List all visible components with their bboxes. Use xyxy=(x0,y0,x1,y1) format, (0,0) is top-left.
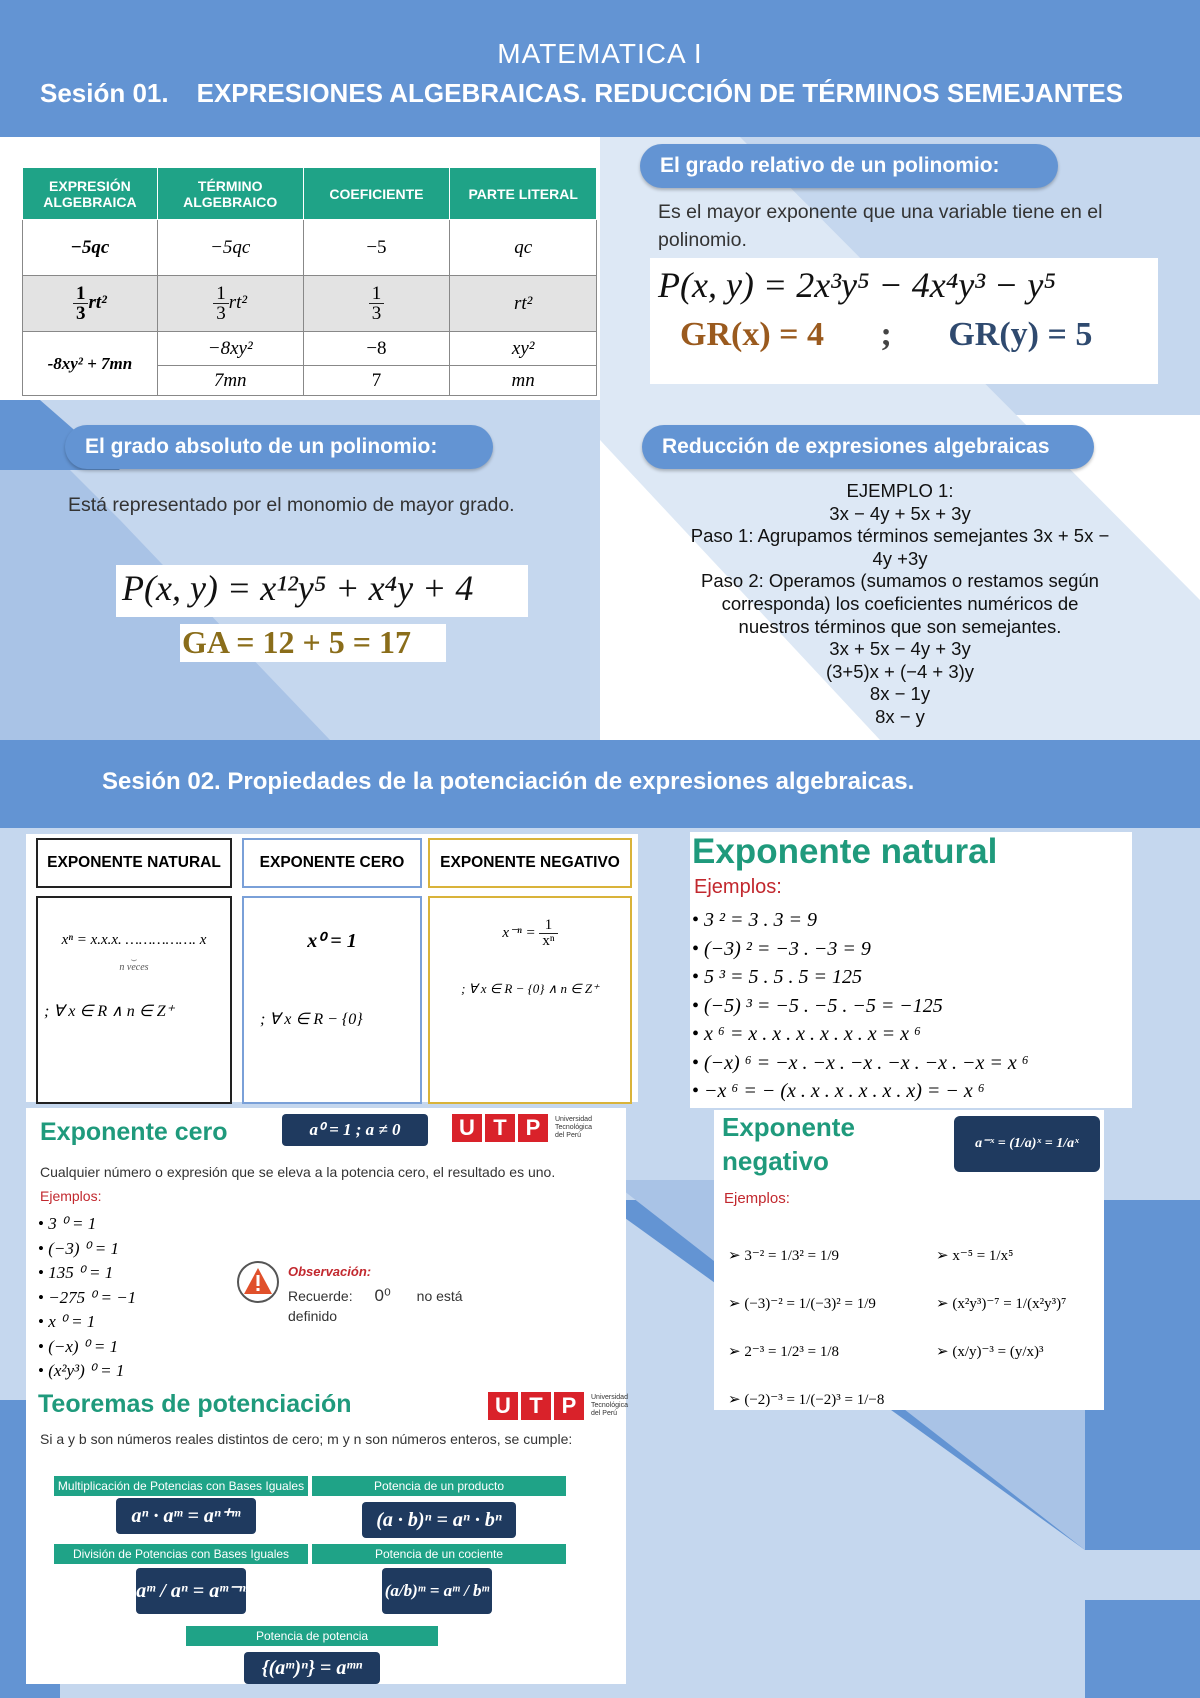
zero-examples-title: Exponente cero xyxy=(40,1118,228,1146)
zero-formula: x⁰ = 1 xyxy=(307,930,357,952)
zero-examples-subtitle: Ejemplos: xyxy=(40,1188,102,1204)
session2-title: Sesión 02. Propiedades de la potenciación de expresiones algebraicas. xyxy=(102,768,915,795)
absolute-degree-formula: P(x, y) = x¹²y⁵ + x⁴y + 4 xyxy=(116,565,528,617)
utp-letter: P xyxy=(518,1114,548,1142)
list-item: ➢ 3⁻² = 1/3² = 1/9 xyxy=(728,1248,839,1264)
example-text: (x/y)⁻³ = (y/x)³ xyxy=(952,1344,1044,1360)
natural-head: EXPONENTE NATURAL xyxy=(36,838,232,888)
example-text: (−2)⁻³ = 1/(−2)³ = 1/−8 xyxy=(744,1392,885,1408)
table-cell: −8 xyxy=(303,332,450,366)
observation-line1 xyxy=(288,1286,463,1306)
example-line: (3+5)x + (−4 + 3)y xyxy=(825,660,975,682)
utp-letter: T xyxy=(521,1392,551,1420)
list-item: ➢ (x²y³)⁻⁷ = 1/(x²y³)⁷ xyxy=(936,1296,1067,1312)
utp-logo xyxy=(452,1114,603,1142)
theorems-title: Teoremas de potenciación xyxy=(38,1390,352,1418)
gr-row xyxy=(650,316,1158,354)
list-item: • (−3) ² = −3 . −3 = 9 xyxy=(692,935,1029,964)
observation-text2: no está xyxy=(416,1288,463,1304)
negative-subtitle: Ejemplos: xyxy=(724,1190,790,1207)
list-item: • (−x) ⁰ = 1 xyxy=(38,1335,136,1360)
example-line: corresponda) los coeficientes numéricos de xyxy=(721,592,1079,614)
zero-theorems-card xyxy=(26,1108,626,1684)
list-item: • −x ⁶ = − (x . x . x . x . x . x) = − x ⁶ xyxy=(692,1077,1029,1106)
theorem-formula: aⁿ · aᵐ = aⁿ⁺ᵐ xyxy=(116,1498,256,1534)
list-item: • x ⁰ = 1 xyxy=(38,1310,136,1335)
theorem-formula: (a/b)ᵐ = aᵐ / bᵐ xyxy=(382,1568,492,1614)
ga-value: GA = 12 + 5 = 17 xyxy=(180,624,446,662)
table-cell: −5qc xyxy=(157,220,303,276)
exponent-table xyxy=(26,834,638,1102)
negative-formula xyxy=(430,918,630,949)
negative-head: EXPONENTE NEGATIVO xyxy=(428,838,632,888)
zero-cond: ; ∀ x ∈ R − {0} xyxy=(260,1011,363,1028)
relative-degree-formula: P(x, y) = 2x³y⁵ − 4x⁴y³ − y⁵ xyxy=(658,265,1056,305)
table-cell: -8xy² + 7mn xyxy=(23,332,158,396)
table-cell xyxy=(23,276,158,332)
example-line: Paso 2: Operamos (sumamos o restamos según xyxy=(701,570,1099,592)
list-item: • (−3) ⁰ = 1 xyxy=(38,1237,136,1262)
utp-letter: U xyxy=(488,1392,518,1420)
header-literal: PARTE LITERAL xyxy=(450,168,597,220)
negative-fraction xyxy=(539,918,557,949)
relative-degree-text: Es el mayor exponente que una variable tiene en el polinomio. xyxy=(658,201,1103,251)
observation-text3: definido xyxy=(288,1308,338,1324)
table-cell: 7 xyxy=(303,366,450,396)
observation-expr: 0⁰ xyxy=(374,1286,391,1305)
list-item: • −275 ⁰ = −1 xyxy=(38,1286,136,1311)
relative-degree-title: El grado relativo de un polinomio: xyxy=(640,144,1058,188)
natural-examples-card xyxy=(690,832,1132,1108)
theorem-formula: aᵐ / aⁿ = aᵐ⁻ⁿ xyxy=(136,1568,246,1614)
example-line: 4y +3y xyxy=(872,547,928,569)
zero-body xyxy=(242,896,422,1104)
fraction-one-third: $\frac{1}{3}$ xyxy=(73,284,89,323)
header-term: TÉRMINO ALGEBRAICO xyxy=(157,168,303,220)
zero-examples-text: Cualquier número o expresión que se eleva a la potencia cero, el resultado es uno. xyxy=(40,1164,556,1180)
theorem-formula: {(aᵐ)ⁿ} = aᵐⁿ xyxy=(244,1652,380,1684)
negative-lhs: x⁻ⁿ = xyxy=(502,924,536,941)
course-title: MATEMATICA I xyxy=(497,38,703,69)
utp-logo xyxy=(488,1392,639,1420)
natural-examples-title: Exponente natural xyxy=(692,832,998,871)
list-item: ➢ (−3)⁻² = 1/(−3)² = 1/9 xyxy=(728,1296,876,1312)
example-text: (x²y³)⁻⁷ = 1/(x²y³)⁷ xyxy=(952,1296,1067,1312)
table-row xyxy=(23,220,597,276)
list-item: ➢ (x/y)⁻³ = (y/x)³ xyxy=(936,1344,1044,1360)
table-cell: xy² xyxy=(450,332,597,366)
negative-body xyxy=(428,896,632,1104)
negative-title-line1: Exponente xyxy=(722,1112,855,1142)
theorem-label: Multiplicación de Potencias con Bases Iguales xyxy=(54,1476,308,1496)
list-item: • 135 ⁰ = 1 xyxy=(38,1261,136,1286)
literal-part: rt² xyxy=(228,291,248,313)
list-item: • (−5) ³ = −5 . −5 . −5 = −125 xyxy=(692,992,1029,1021)
relative-degree-formula-box xyxy=(650,258,1158,384)
utp-name: Universidad Tecnológica del Perú xyxy=(591,1394,628,1417)
observation-text1: Recuerde: xyxy=(288,1288,353,1304)
table-cell: 7mn xyxy=(157,366,303,396)
theorem-label: División de Potencias con Bases Iguales xyxy=(54,1544,308,1564)
session1-heading: EXPRESIONES ALGEBRAICAS. REDUCCIÓN DE TÉRMINOS SEMEJANTES xyxy=(196,78,1124,108)
warning-icon xyxy=(236,1260,280,1304)
natural-brace: ⏟ xyxy=(131,951,137,961)
gr-y: GR(y) = 5 xyxy=(948,316,1093,353)
list-item: ➢ (−2)⁻³ = 1/(−2)³ = 1/−8 xyxy=(728,1392,885,1408)
absolute-degree-text: Está representado por el monomio de mayor grado. xyxy=(68,494,515,516)
negative-right-col xyxy=(936,1232,1066,1376)
gr-separator: ; xyxy=(880,316,892,353)
table-row xyxy=(23,276,597,332)
natural-formula: xⁿ = x.x.x. ……………. x xyxy=(61,932,207,948)
natural-examples-subtitle: Ejemplos: xyxy=(694,876,782,898)
table-cell: −5 xyxy=(303,220,450,276)
literal-part: rt² xyxy=(88,291,107,313)
negative-title-line2: negativo xyxy=(722,1146,829,1176)
list-item: • (x²y³) ⁰ = 1 xyxy=(38,1359,136,1384)
terms-table xyxy=(22,167,597,396)
negative-rule: a⁻ˣ = (1/a)ˣ = 1/aˣ xyxy=(954,1116,1100,1172)
fraction-one-third: $\frac{1}{3}$ xyxy=(369,284,385,323)
theorem-label: Potencia de un cociente xyxy=(312,1544,566,1564)
fraction-one-third: $\frac{1}{3}$ xyxy=(213,284,229,323)
example-text: 2⁻³ = 1/2³ = 1/8 xyxy=(744,1344,839,1360)
natural-cond: ; ∀ x ∈ R ∧ n ∈ Z⁺ xyxy=(44,1003,175,1020)
header-expression: EXPRESIÓN ALGEBRAICA xyxy=(23,168,158,220)
table-row xyxy=(23,332,597,366)
example-text: x⁻⁵ = 1/x⁵ xyxy=(952,1248,1014,1264)
table-cell: mn xyxy=(450,366,597,396)
example-line: EJEMPLO 1: xyxy=(846,480,954,501)
table-cell: −8xy² xyxy=(157,332,303,366)
reduction-example xyxy=(610,480,1190,729)
zero-rule: a⁰ = 1 ; a ≠ 0 xyxy=(282,1114,428,1146)
natural-body xyxy=(36,896,232,1104)
list-item: • 3 ² = 3 . 3 = 9 xyxy=(692,906,1029,935)
negative-left-col xyxy=(728,1232,884,1424)
example-line: nuestros términos que son semejantes. xyxy=(738,615,1062,637)
theorem-label: Potencia de un producto xyxy=(312,1476,566,1496)
example-text: (−3)⁻² = 1/(−3)² = 1/9 xyxy=(744,1296,876,1312)
natural-examples-list xyxy=(692,906,1029,1106)
table-cell: −5qc xyxy=(23,220,158,276)
negative-cond: ; ∀ x ∈ R − {0} ∧ n ∈ Z⁺ xyxy=(461,981,599,996)
table-cell xyxy=(157,276,303,332)
natural-under: n veces xyxy=(119,962,149,973)
table-cell xyxy=(303,276,450,332)
theorem-formula: (a · b)ⁿ = aⁿ · bⁿ xyxy=(362,1502,516,1538)
zero-head: EXPONENTE CERO xyxy=(242,838,422,888)
terms-table-card xyxy=(22,167,597,396)
session1-title xyxy=(40,78,1190,109)
utp-letter: T xyxy=(485,1114,515,1142)
table-cell: qc xyxy=(450,220,597,276)
example-line: 3x − 4y + 5x + 3y xyxy=(829,502,971,524)
list-item: • (−x) ⁶ = −x . −x . −x . −x . −x . −x = x ⁶ xyxy=(692,1049,1029,1078)
example-line: 8x − 1y xyxy=(869,683,931,705)
example-text: 3⁻² = 1/3² = 1/9 xyxy=(744,1248,839,1264)
table-cell: rt² xyxy=(450,276,597,332)
theorem-label: Potencia de potencia xyxy=(186,1626,438,1646)
header-coefficient: COEFICIENTE xyxy=(303,168,450,220)
example-line: 3x + 5x − 4y + 3y xyxy=(829,638,971,660)
negative-examples-card xyxy=(714,1110,1104,1410)
example-line: 8x − y xyxy=(875,705,925,727)
observation-title: Observación: xyxy=(288,1264,372,1279)
list-item: ➢ 2⁻³ = 1/2³ = 1/8 xyxy=(728,1344,839,1360)
session1-label: Sesión 01. xyxy=(40,78,169,108)
list-item: ➢ x⁻⁵ = 1/x⁵ xyxy=(936,1248,1014,1264)
utp-letter: P xyxy=(554,1392,584,1420)
list-item: • x ⁶ = x . x . x . x . x . x = x ⁶ xyxy=(692,1020,1029,1049)
list-item: • 3 ⁰ = 1 xyxy=(38,1212,136,1237)
negative-den: xⁿ xyxy=(542,933,555,949)
list-item: • 5 ³ = 5 . 5 . 5 = 125 xyxy=(692,963,1029,992)
utp-name: Universidad Tecnológica del Perú xyxy=(555,1116,592,1139)
zero-examples-list xyxy=(38,1212,136,1384)
absolute-degree-title: El grado absoluto de un polinomio: xyxy=(65,425,493,469)
gr-x: GR(x) = 4 xyxy=(680,316,825,353)
negative-num: 1 xyxy=(539,918,557,934)
utp-letter: U xyxy=(452,1114,482,1142)
reduction-title: Reducción de expresiones algebraicas xyxy=(642,425,1094,469)
theorems-text: Si a y b son números reales distintos de cero; m y n son números enteros, se cumple: xyxy=(40,1431,573,1447)
example-line: Paso 1: Agrupamos términos semejantes 3x + 5x − xyxy=(690,525,1110,547)
